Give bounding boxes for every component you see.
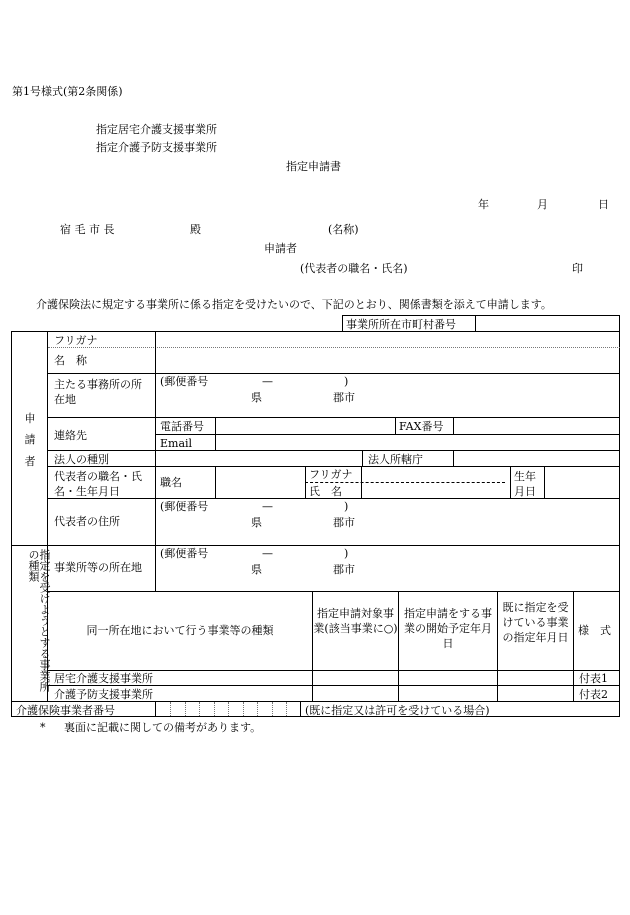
facility-prefecture-label: 県 [251,563,262,576]
honorific: 殿 [190,223,201,236]
row-form-1: 付表1 [579,672,608,685]
municipality-number-label: 事業所所在市町村番号 [346,318,456,331]
rep-city-label: 郡市 [333,516,355,529]
date-month: 月 [537,198,548,211]
insurer-number-label: 介護保険事業者番号 [16,704,115,717]
office-address-label: 主たる事務所の所在地 [54,378,142,407]
rep-furigana-label: フリガナ [309,468,353,481]
postal-close: ) [344,375,349,388]
rep-label: (代表者の職名・氏名) [300,262,408,275]
col-kind-header: 同一所在地において行う事業等の種類 [86,624,274,637]
col-start-header: 指定申請をする事業の開始予定年月日 [404,607,492,650]
row-form-2: 付表2 [579,688,608,701]
rep-postal-close: ) [344,500,349,513]
facility-address-label: 事業所等の所在地 [54,561,142,574]
birth-label: 生年月日 [514,470,536,499]
rep-title-label: 代表者の職名・氏名・生年月日 [54,470,142,499]
col-form-header: 様 式 [578,624,611,637]
facility-city-label: 郡市 [333,563,355,576]
date-year: 年 [478,198,489,211]
rep-address-label: 代表者の住所 [54,515,120,528]
footnote-mark: * [40,721,46,734]
contact-label: 連絡先 [54,429,87,442]
postal-dash: — [262,375,273,388]
rep-name-label: 氏 名 [309,485,342,498]
city-label: 郡市 [333,391,355,404]
postal-label: (郵便番号 [160,375,209,388]
doc-title: 指定申請書 [286,160,341,173]
title-label: 職名 [160,476,182,489]
col-target-header: 指定申請対象事業(該当事業に○) [313,607,398,635]
prefecture-label: 県 [251,391,262,404]
mayor: 宿 毛 市 長 [60,223,115,236]
office-type-1: 指定居宅介護支援事業所 [96,123,217,136]
rep-prefecture-label: 県 [251,516,262,529]
phone-label: 電話番号 [160,420,204,433]
seal: 印 [572,262,583,275]
row-name-1: 居宅介護支援事業所 [54,672,153,685]
intro-text: 介護保険法に規定する事業所に係る指定を受けたいので、下記のとおり、関係書類を添えて申請します。 [36,298,552,311]
email-label: Email [160,437,193,450]
applicant-name-label: (名称) [328,223,359,236]
fax-label: FAX番号 [399,420,444,433]
office-type-2: 指定介護予防支援事業所 [96,141,217,154]
facility-postal-dash: — [262,547,273,560]
furigana-label: フリガナ [54,334,98,347]
row-name-2: 介護予防支援事業所 [54,688,153,701]
corp-type-label: 法人の種別 [54,453,109,466]
corp-authority-label: 法人所轄庁 [368,453,423,466]
col-existing-header: 既に指定を受けている事業の指定年月日 [502,601,569,644]
name-label: 名 称 [54,354,87,367]
facility-postal-close: ) [344,547,349,560]
rep-postal-dash: — [262,500,273,513]
facility-postal-label: (郵便番号 [160,547,209,560]
insurer-number-note: (既に指定又は許可を受けている場合) [305,704,490,717]
applicant-side-label: 申請者 [24,412,36,468]
designation-side-label: 指定を受けようとする事業所の種類 [27,549,51,692]
applicant-label: 申請者 [264,242,297,255]
form-label: 第1号様式(第2条関係) [12,85,123,98]
footnote-text: 裏面に記載に関しての備考があります。 [64,721,262,734]
rep-postal-label: (郵便番号 [160,500,209,513]
date-day: 日 [598,198,609,211]
